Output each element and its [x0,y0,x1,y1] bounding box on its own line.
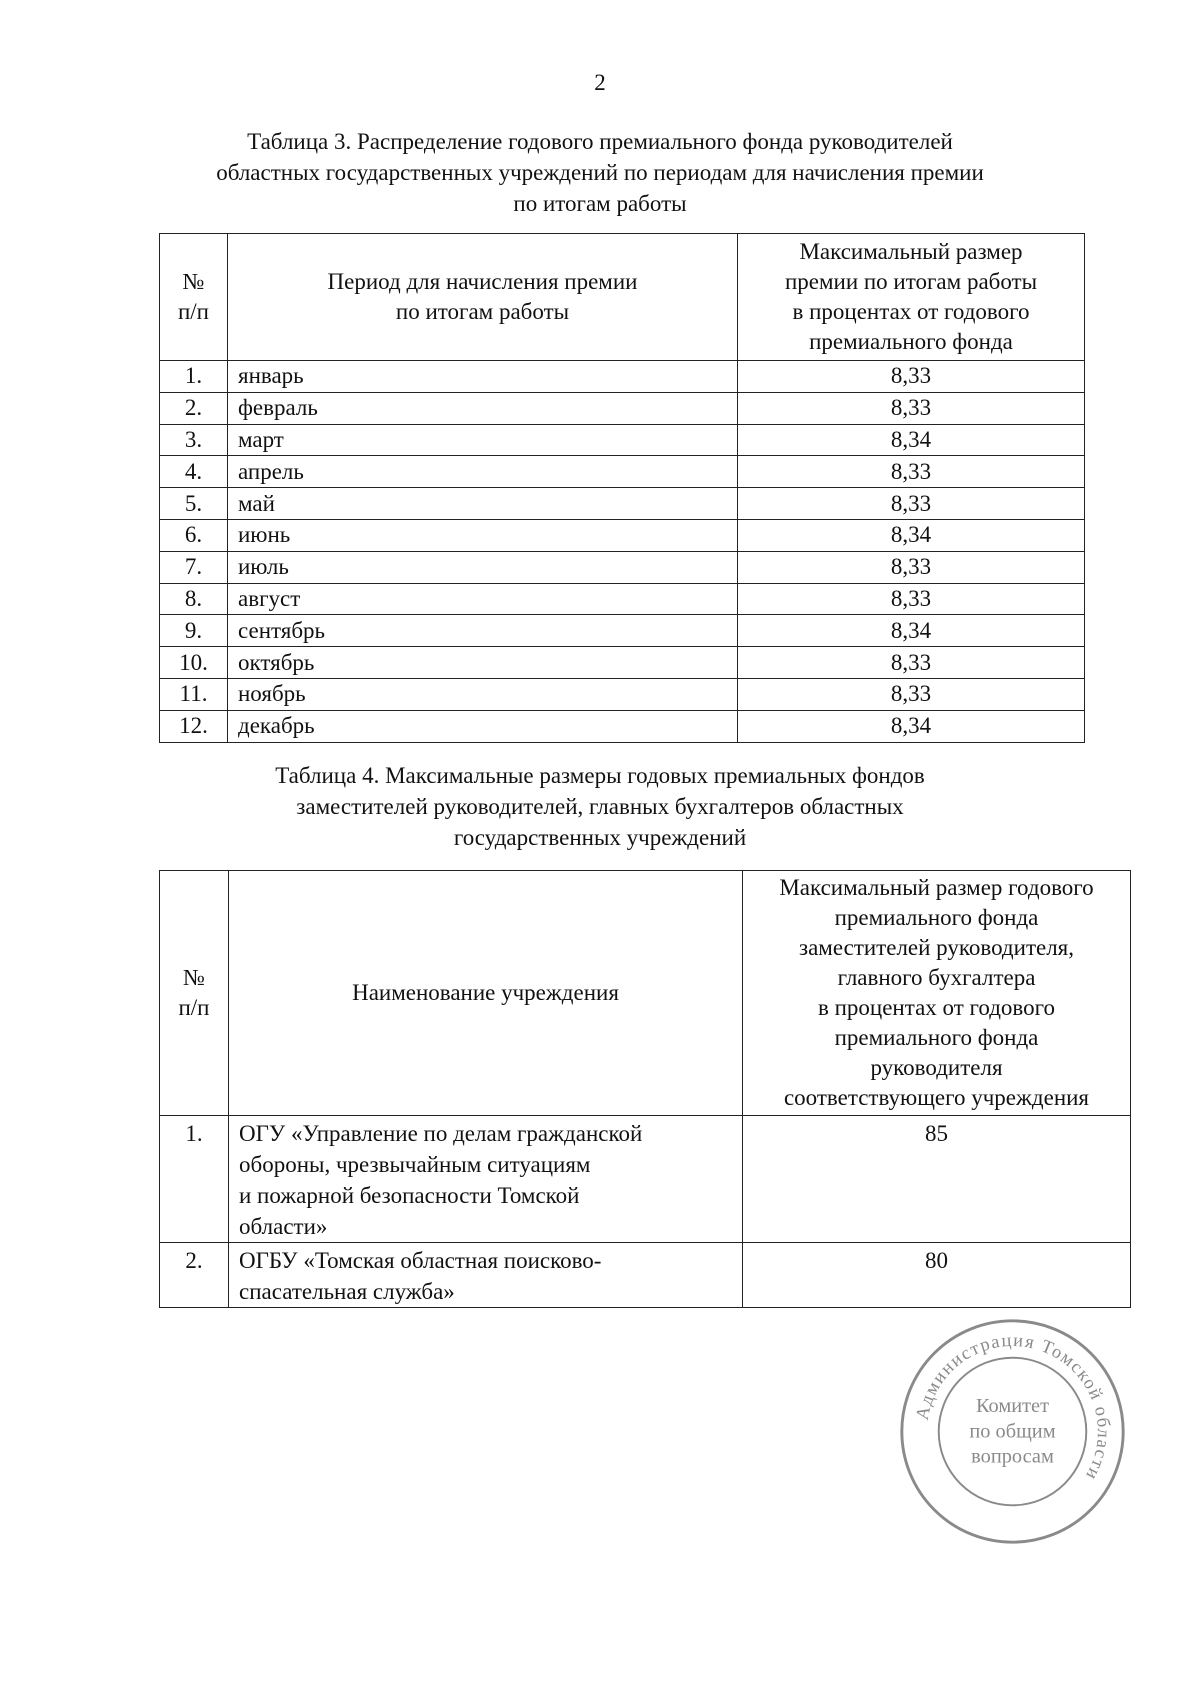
row-percent: 8,33 [738,392,1085,424]
row-number: 7. [160,551,228,583]
caption-line: государственных учреждений [453,825,747,850]
row-percent: 8,34 [738,710,1085,742]
row-month: июнь [228,519,738,551]
header-number: № п/п [160,871,229,1116]
bonus-distribution-table [159,233,1085,743]
table-row [160,583,1085,615]
header-max-fund: Максимальный размер годового премиального фонда заместителей руководителя, главного бухгалтера в процентах от годового премиального фонда руководителя соответствующего учреждения [743,871,1131,1116]
table-row [160,551,1085,583]
row-number: 12. [160,710,228,742]
row-percent: 85 [743,1116,1131,1243]
row-institution [229,1243,743,1308]
caption-line: по итогам работы [513,191,687,216]
row-number: 1. [160,361,228,393]
row-percent: 8,33 [738,583,1085,615]
table-row [160,392,1085,424]
table-row [160,424,1085,456]
row-month: июль [228,551,738,583]
row-percent: 8,33 [738,551,1085,583]
row-number: 9. [160,615,228,647]
table3-caption [0,126,1200,219]
table-header-row [160,234,1085,361]
caption-line: областных государственных учреждений по периодам для начисления премии [216,160,984,185]
row-month: декабрь [228,710,738,742]
row-number: 5. [160,488,228,520]
row-percent: 80 [743,1243,1131,1308]
row-number: 4. [160,456,228,488]
table-row [160,710,1085,742]
row-month: август [228,583,738,615]
name-line: ОГУ «Управление по делам гражданской [239,1121,643,1146]
table-row [160,1243,1131,1308]
table-row [160,361,1085,393]
row-percent: 8,33 [738,488,1085,520]
deputy-bonus-fund-table [159,870,1131,1308]
row-number: 8. [160,583,228,615]
row-percent: 8,34 [738,519,1085,551]
table-row [160,519,1085,551]
caption-line: заместителей руководителей, главных бухгалтеров областных [296,794,904,819]
row-number: 10. [160,647,228,679]
row-month: сентябрь [228,615,738,647]
name-line: и пожарной безопасности Томской [239,1183,580,1208]
header-number: № п/п [160,234,228,361]
page-number: 2 [594,70,606,95]
table-header-row [160,871,1131,1116]
row-month: май [228,488,738,520]
row-month: январь [228,361,738,393]
row-percent: 8,33 [738,678,1085,710]
stamp-ring-text: Администрация Томской области [911,1329,1115,1485]
row-month: ноябрь [228,678,738,710]
row-percent: 8,34 [738,615,1085,647]
row-number: 2. [160,392,228,424]
row-number: 2. [160,1243,229,1308]
stamp-seal-icon [896,1315,1129,1548]
row-number: 1. [160,1116,229,1243]
header-max-bonus: Максимальный размер премии по итогам работы в процентах от годового премиального фонда [738,234,1085,361]
header-period: Период для начисления премии по итогам работы [228,234,738,361]
row-institution [229,1116,743,1243]
stamp-center-line: Комитет [975,1395,1050,1418]
row-month: апрель [228,456,738,488]
caption-line: Таблица 3. Распределение годового премиального фонда руководителей [247,129,953,154]
stamp-center-line: по общим [969,1420,1056,1443]
row-percent: 8,33 [738,647,1085,679]
row-number: 11. [160,678,228,710]
caption-line: Таблица 4. Максимальные размеры годовых премиальных фондов [275,763,925,788]
table-row [160,1116,1131,1243]
name-line: ОГБУ «Томская областная поисково- [239,1248,602,1273]
stamp-center-line: вопросам [971,1445,1054,1468]
row-month: октябрь [228,647,738,679]
table4-caption [0,760,1200,853]
row-percent: 8,33 [738,456,1085,488]
row-percent: 8,33 [738,361,1085,393]
row-percent: 8,34 [738,424,1085,456]
row-number: 6. [160,519,228,551]
table-row [160,488,1085,520]
header-institution-name: Наименование учреждения [229,871,743,1116]
table-row [160,456,1085,488]
official-stamp [896,1315,1129,1548]
table-row [160,678,1085,710]
name-line: области» [239,1214,328,1239]
name-line: обороны, чрезвычайным ситуациям [239,1152,591,1177]
row-month: март [228,424,738,456]
table-row [160,647,1085,679]
table-row [160,615,1085,647]
name-line: спасательная служба» [239,1279,455,1304]
row-month: февраль [228,392,738,424]
row-number: 3. [160,424,228,456]
